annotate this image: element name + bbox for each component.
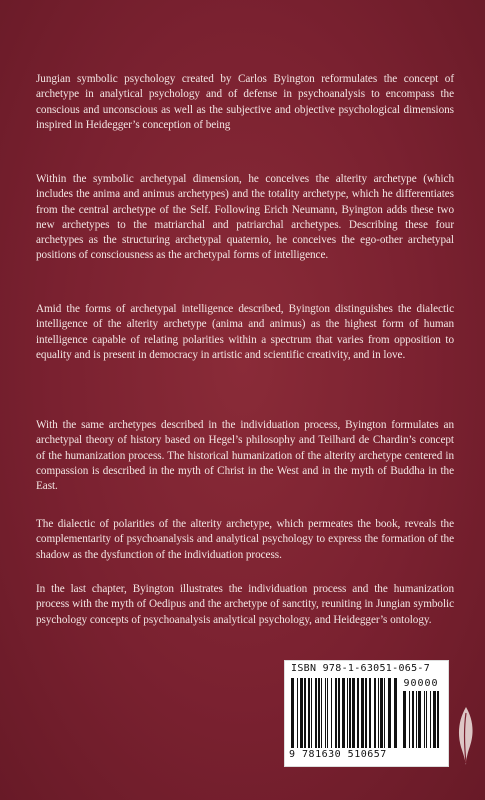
barcode-bar: [384, 678, 385, 748]
barcode-bar: [357, 678, 359, 748]
blurb-paragraph-1: Jungian symbolic psychology created by Carlos Byington reformulates the concept of archetype in analytical psychology and of defense in psychoanalysis to encompass the conscious and unconscious as well as the subjective and objective psychological dimensions inspired in Heidegger’s conception of being: [36, 73, 454, 131]
barcode-bar: [304, 678, 306, 748]
barcode-bar: [325, 678, 326, 748]
barcode-bar: [409, 691, 410, 748]
barcode-bar: [418, 691, 421, 748]
barcode-bar: [416, 691, 417, 748]
barcode-bar: [291, 678, 294, 748]
barcode-bar: [308, 678, 310, 748]
barcode-bar: [338, 678, 340, 748]
barcode-bar: [365, 678, 367, 748]
barcode-bar: [321, 678, 322, 748]
barcode-bar: [331, 678, 332, 748]
blurb-paragraph-3: Amid the forms of archetypal intelligence described, Byington distinguishes the dialectic intelligence of the alterity archetype (anima and animus) as the highest form of human intelligence capable of relating polarities within a spectrum that varies from opposition to equality and is present in democracy in artistic and scientific creativity, and in love.: [36, 303, 454, 361]
barcode-bar: [347, 678, 348, 748]
barcode-bar: [378, 678, 379, 748]
barcode-bar: [388, 678, 391, 748]
isbn-barcode: [284, 660, 449, 767]
addon-digits: 90000: [403, 678, 439, 689]
blurb-paragraph-4: With the same archetypes described in the individuation process, Byington formulates an archetypal theory of history based on Hegel’s philosophy and Teilhard de Chardin’s concept of the humanization process. The historical humanization of the alterity archetype centered in compassion is described in the myth of Christ in the West and in the myth of Buddha in the East.: [36, 419, 454, 493]
addon-bars: [403, 691, 441, 748]
barcode-bar: [374, 678, 376, 748]
barcode-bar: [315, 678, 317, 748]
barcode-bar: [380, 678, 383, 748]
ean-bars: [291, 678, 399, 748]
barcode-bar: [335, 678, 337, 748]
blurb-paragraph-5: The dialectic of polarities of the alterity archetype, which permeates the book, reveals the complementarity of psychoanalysis and analytical psychology to express the formation of the shadow as the dysfunction of the individuation process.: [36, 518, 454, 561]
barcode-bar: [300, 678, 303, 748]
barcode-bar: [349, 678, 351, 748]
barcode-bar: [403, 691, 406, 748]
blurb-paragraph-2: Within the symbolic archetypal dimension, he conceives the alterity archetype (which includes the anima and animus archetypes) and the totality archetype, which he differentiates from the central archetype of the Self. Following Erich Neumann, Byington adds these two new archetypes to the matriarchal and patriarchal archetypes. Describing these four archetypes as the structuring archetypal quaternio, he conceives the ego-other archetypal positions of consciousness as the archetypal forms of intelligence.: [36, 173, 454, 262]
barcode-bar: [361, 678, 364, 748]
barcode-bar: [424, 691, 425, 748]
blurb-paragraph-6: In the last chapter, Byington illustrates the individuation process and the humanization process with the myth of Oedipus and the archetype of sanctity, reuniting in Jungian symbolic psychology concepts of psychoanalysis analytical psychology, and Heidegger’s ontology.: [36, 583, 454, 626]
barcode-bar: [426, 691, 427, 748]
barcode-bar: [327, 678, 328, 748]
publisher-logo-icon: [455, 705, 477, 767]
barcode-bar: [430, 691, 431, 748]
barcode-bar: [433, 691, 436, 748]
barcode-bar: [412, 691, 414, 748]
barcode-bar: [342, 678, 345, 748]
barcode-bar: [311, 678, 312, 748]
barcode-bar: [352, 678, 355, 748]
barcode-bar: [394, 678, 397, 748]
barcode-bar: [369, 678, 371, 748]
barcode-bar: [297, 678, 298, 748]
ean-digits: 9 781630 510657: [289, 749, 387, 760]
isbn-label: ISBN 978-1-63051-065-7: [291, 663, 431, 674]
barcode-bar: [318, 678, 320, 748]
barcode-bar: [437, 691, 439, 748]
